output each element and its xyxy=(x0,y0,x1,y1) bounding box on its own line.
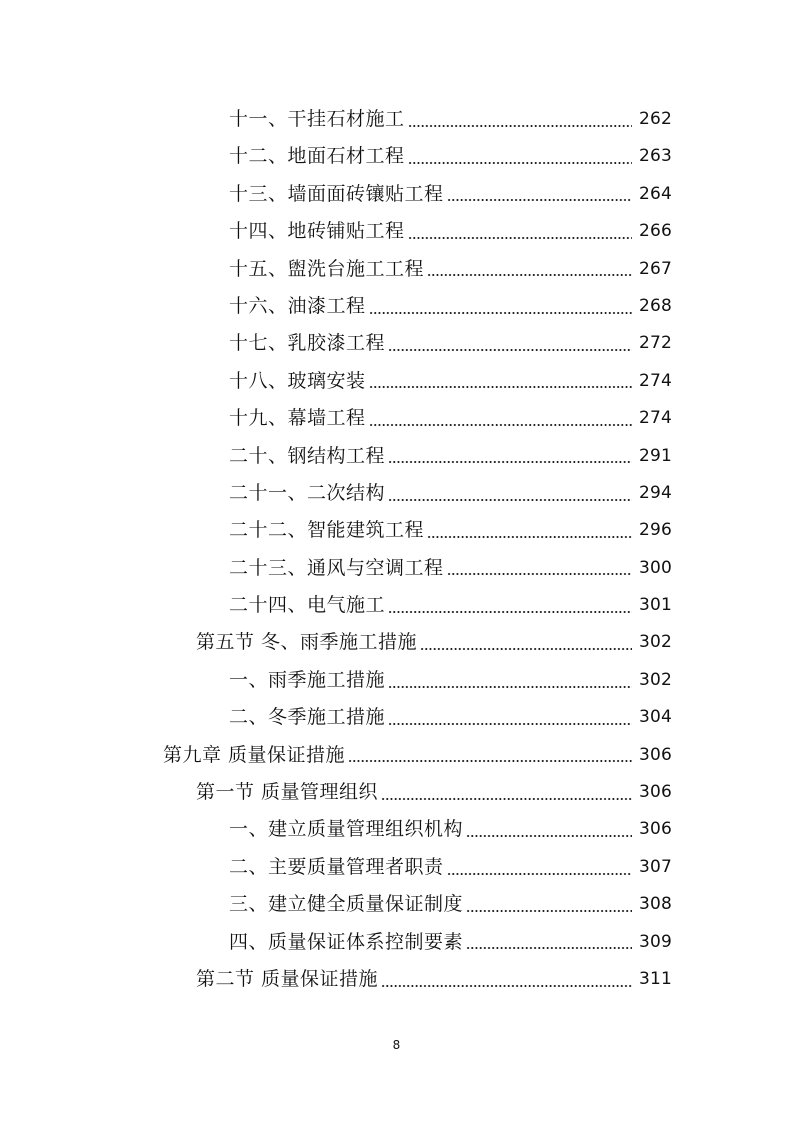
dot-leader xyxy=(388,499,632,501)
dot-leader xyxy=(427,274,632,276)
toc-entry-page: 291 xyxy=(638,445,672,466)
toc-entry-page: 267 xyxy=(638,258,672,279)
toc-entry-title: 十四、地砖铺贴工程 xyxy=(229,220,405,243)
toc-entry-page: 300 xyxy=(638,557,672,578)
toc-entry-title: 二十、钢结构工程 xyxy=(229,444,386,467)
dot-leader xyxy=(369,386,632,388)
toc-entry[interactable] xyxy=(0,400,793,437)
toc-entry[interactable] xyxy=(0,886,793,923)
toc-entry-title: 二十二、智能建筑工程 xyxy=(229,519,425,542)
toc-entry[interactable] xyxy=(0,924,793,961)
dot-leader xyxy=(388,686,632,688)
toc-entry-title: 第一节 质量管理组织 xyxy=(196,781,379,804)
toc-entry[interactable] xyxy=(0,288,793,325)
toc-entry-page: 263 xyxy=(638,146,672,167)
toc-entry-title: 第九章 质量保证措施 xyxy=(163,743,346,766)
dot-leader xyxy=(466,910,632,912)
toc-entry[interactable] xyxy=(0,550,793,587)
dot-leader xyxy=(369,424,632,426)
dot-leader xyxy=(381,985,632,987)
toc-entry[interactable] xyxy=(0,138,793,175)
toc-entry-title: 三、建立健全质量保证制度 xyxy=(229,893,464,916)
toc-entry-title: 二、主要质量管理者职责 xyxy=(229,855,444,878)
toc-entry-page: 306 xyxy=(638,819,672,840)
toc-entry-title: 二、冬季施工措施 xyxy=(229,706,386,729)
toc-entry-page: 272 xyxy=(638,333,672,354)
toc-entry-page: 308 xyxy=(638,894,672,915)
dot-leader xyxy=(427,536,632,538)
dot-leader xyxy=(408,237,632,239)
toc-entry[interactable] xyxy=(0,587,793,624)
toc-entry-title: 十六、油漆工程 xyxy=(229,294,366,317)
toc-section-entry[interactable] xyxy=(0,774,793,811)
dot-leader xyxy=(408,125,632,127)
dot-leader xyxy=(447,573,632,575)
toc-entry-page: 302 xyxy=(638,669,672,690)
toc-entry-title: 一、建立质量管理组织机构 xyxy=(229,818,464,841)
toc-entry-title: 十九、幕墙工程 xyxy=(229,407,366,430)
toc-entry-title: 十二、地面石材工程 xyxy=(229,145,405,168)
toc-entry-page: 301 xyxy=(638,595,672,616)
dot-leader xyxy=(466,835,632,837)
toc-entry[interactable] xyxy=(0,849,793,886)
toc-entry-title: 十三、墙面面砖镶贴工程 xyxy=(229,182,444,205)
toc-entry-title: 十八、玻璃安装 xyxy=(229,369,366,392)
toc-entry-title: 四、质量保证体系控制要素 xyxy=(229,930,464,953)
toc-entry-page: 296 xyxy=(638,520,672,541)
toc-entry-title: 二十三、通风与空调工程 xyxy=(229,556,444,579)
toc-entry[interactable] xyxy=(0,699,793,736)
toc-entry-page: 262 xyxy=(638,109,672,129)
dot-leader xyxy=(388,611,632,613)
toc-section-entry[interactable] xyxy=(0,961,793,998)
table-of-contents xyxy=(0,101,793,998)
toc-entry-page: 309 xyxy=(638,931,672,952)
dot-leader xyxy=(408,162,632,164)
toc-entry[interactable] xyxy=(0,325,793,362)
toc-entry[interactable] xyxy=(0,662,793,699)
toc-entry-page: 306 xyxy=(638,782,672,803)
toc-entry-title: 第二节 质量保证措施 xyxy=(196,967,379,990)
dot-leader xyxy=(348,760,632,762)
toc-entry-page: 304 xyxy=(638,707,672,728)
toc-entry-page: 274 xyxy=(638,370,672,391)
toc-entry-page: 274 xyxy=(638,408,672,429)
toc-entry-page: 311 xyxy=(638,968,672,989)
toc-entry-title: 十七、乳胶漆工程 xyxy=(229,332,386,355)
toc-entry-title: 第五节 冬、雨季施工措施 xyxy=(196,631,418,654)
toc-entry-page: 302 xyxy=(638,632,672,653)
toc-entry-title: 十五、盥洗台施工工程 xyxy=(229,257,425,280)
toc-chapter-entry[interactable] xyxy=(0,737,793,774)
toc-entry[interactable] xyxy=(0,811,793,848)
toc-entry-page: 266 xyxy=(638,221,672,242)
dot-leader xyxy=(388,461,632,463)
toc-entry[interactable] xyxy=(0,475,793,512)
page-number: 8 xyxy=(392,1038,401,1052)
dot-leader xyxy=(381,798,632,800)
toc-entry[interactable] xyxy=(0,363,793,400)
toc-entry-title: 二十四、电气施工 xyxy=(229,594,386,617)
dot-leader xyxy=(447,873,632,875)
toc-entry[interactable] xyxy=(0,512,793,549)
toc-entry[interactable] xyxy=(0,213,793,250)
toc-entry-title: 二十一、二次结构 xyxy=(229,481,386,504)
toc-entry-page: 264 xyxy=(638,183,672,204)
toc-entry-title: 一、雨季施工措施 xyxy=(229,668,386,691)
toc-entry[interactable] xyxy=(0,101,793,138)
toc-entry[interactable] xyxy=(0,176,793,213)
dot-leader xyxy=(369,312,632,314)
toc-entry-page: 306 xyxy=(638,744,672,765)
dot-leader xyxy=(420,648,632,650)
dot-leader xyxy=(466,947,632,949)
toc-entry-page: 307 xyxy=(638,856,672,877)
toc-entry-page: 268 xyxy=(638,295,672,316)
dot-leader xyxy=(388,723,632,725)
toc-section-entry[interactable] xyxy=(0,624,793,661)
toc-entry[interactable] xyxy=(0,251,793,288)
toc-entry[interactable] xyxy=(0,438,793,475)
toc-entry-title: 十一、干挂石材施工 xyxy=(229,108,405,130)
dot-leader xyxy=(447,199,632,201)
toc-entry-page: 294 xyxy=(638,482,672,503)
dot-leader xyxy=(388,349,632,351)
